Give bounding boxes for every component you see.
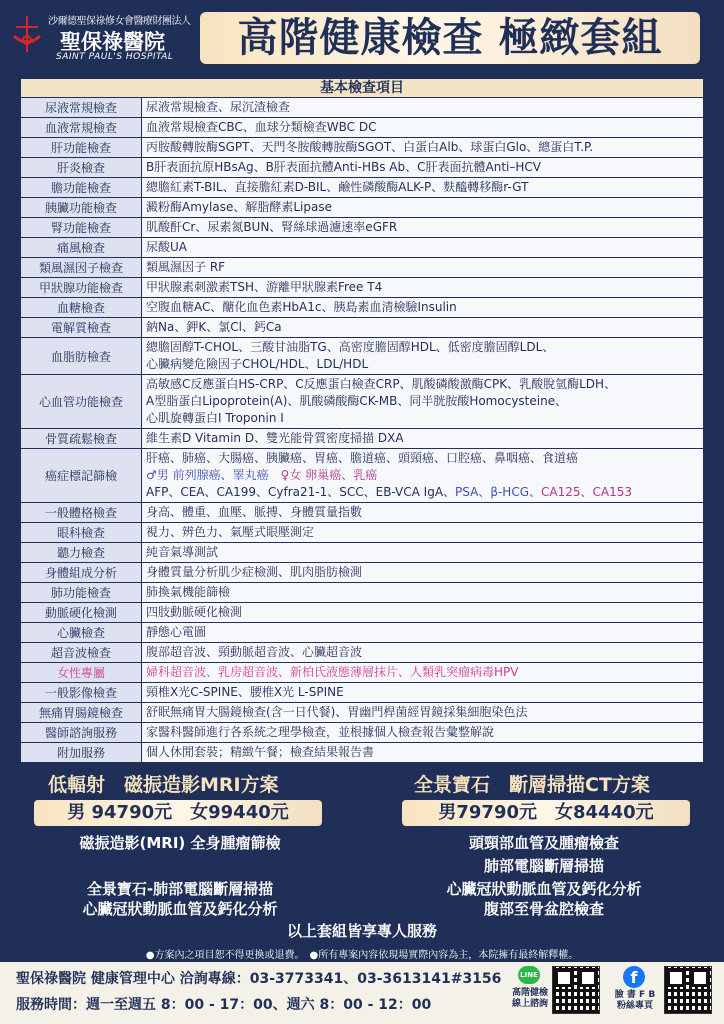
row-item-line: 高敏感C反應蛋白HS-CRP、C反應蛋白檢查CRP、肌酸磷酸激酶CPK、乳酸脫氫酶LDH、 [146,377,617,391]
table-section-title: 基本檢查項目 [20,78,704,98]
row-items [142,623,703,642]
contact-line: 聖保祿醫院 健康管理中心 洽詢專線：03-3773341、03-3613141#3156 [16,971,502,987]
row-item-line: 甲狀腺素刺激素TSH、游離甲狀腺素Free T4 [146,280,383,294]
row-items [142,603,703,622]
logo-foundation-text: 沙爾德聖保祿修女會醫療財團法人 [48,16,191,27]
row-item-line: 靜態心電圖 [146,625,207,639]
row-item-line: 鈉Na、鉀K、氯Cl、鈣Ca [146,320,282,334]
row-category: 癌症標記篩檢 [21,449,142,502]
row-item-line: 尿液常規檢查、尿沉渣檢查 [146,100,291,114]
mri-plan-item: 全景寶石-肺部電腦斷層掃描 [86,880,274,898]
footer [0,962,724,1024]
row-items [142,643,703,662]
row-item-line: 身體質量分析肌少症檢測、肌肉脂肪檢測 [146,565,363,579]
table-row [20,98,704,118]
table-row [20,158,704,178]
row-category: 血脂肪檢查 [21,338,142,374]
row-item-line: 純音氣導測試 [146,545,219,559]
facebook-qr-code[interactable] [664,966,712,1014]
row-item-line: 舒眠無痛胃大腸鏡檢查(含一日代餐)、胃幽門桿菌經胃鏡採集細胞染色法 [146,705,528,719]
row-category: 附加服務 [21,743,142,762]
table-row [20,375,704,429]
tumor-line-3 [146,484,699,501]
row-items [142,429,703,448]
row-category: 尿液常規檢查 [21,98,142,117]
row-item-line: 維生素D Vitamin D、雙光能骨質密度掃描 DXA [146,431,404,445]
row-items [142,118,703,137]
tumor-female: ♀女 卵巢癌、乳癌 [280,468,378,482]
row-item-line: 總膽紅素T-BIL、直接膽紅素D-BIL、鹼性磷酸酶ALK-P、麩醯轉移酶r-GT [146,180,529,194]
header [0,0,724,72]
logo-hospital-name: 聖保祿醫院 [60,29,165,54]
table-row [20,623,704,643]
tumor-line-1: 肝癌、肺癌、大腸癌、胰臟癌、胃癌、膽道癌、頭頸癌、口腔癌、鼻咽癌、食道癌 [146,451,579,465]
row-items [142,683,703,702]
exam-table [20,78,704,762]
row-items [142,449,703,502]
row-category: 血液常規檢查 [21,118,142,137]
logo-english-name: SAINT PAUL'S HOSPITAL [56,52,174,62]
ct-plan-item: 腹部至骨盆腔檢查 [483,900,604,918]
row-category: 痛風檢查 [21,238,142,257]
row-items [142,543,703,562]
row-category: 超音波檢查 [21,643,142,662]
table-row [20,643,704,663]
row-item-line: 肌酸酐Cr、尿素氮BUN、腎絲球過濾速率eGFR [146,220,398,234]
row-item-line: 個人休閒套裝；精緻午餐；檢查結果報告書 [146,745,375,759]
row-item-line: 頸椎X光C-SPINE、腰椎X光 L-SPINE [146,685,344,699]
row-category: 腎功能檢查 [21,218,142,237]
row-item-line: 四肢動脈硬化檢測 [146,605,243,619]
table-rows-group-1 [20,98,704,449]
ct-plan-item: 頭頸部血管及腫瘤檢查 [468,834,619,852]
page-title: 高階健康檢查 極緻套組 [200,12,700,64]
row-category: 醫師諮詢服務 [21,723,142,742]
row-category: 血糖檢查 [21,298,142,317]
row-category: 肝功能檢查 [21,138,142,157]
disclaimer-notes: ●方案內之項目恕不得更換或退費。 ●所有專案內容依現場實際內容為主，本院擁有最終解釋權。 [145,950,579,961]
row-category: 甲狀腺功能檢查 [21,278,142,297]
table-row [20,543,704,563]
row-items [142,158,703,177]
row-item-line: 視力、辨色力、氣壓式眼壓測定 [146,525,315,539]
row-items [142,238,703,257]
tumor-markers-general: AFP、CEA、CA199、Cyfra21-1、SCC、EB-VCA IgA、 [146,485,456,499]
row-category: 心血管功能檢查 [21,375,142,428]
table-row [20,338,704,375]
table-row [20,503,704,523]
table-row [20,723,704,743]
table-row [20,258,704,278]
personal-service-note: 以上套組皆享專人服務 [286,922,437,940]
mri-plan-price: 男 94790元 女99440元 [34,800,322,826]
row-items [142,743,703,762]
table-row [20,523,704,543]
hospital-logo [10,10,191,66]
row-category: 肺功能檢查 [21,583,142,602]
row-item-line: 血液常規檢查CBC、血球分類檢查WBC DC [146,120,377,134]
ct-plan-item: 肺部電腦斷層掃描 [483,857,604,875]
row-items: 婦科超音波、乳房超音波、新柏氏液態薄層抹片、人類乳突瘤病毒HPV [146,665,519,679]
row-items [142,703,703,722]
table-row [20,198,704,218]
fb-fanpage-label: 臉 書 F B 粉絲專頁 [614,990,656,1011]
row-item-line: 家醫科醫師進行各系統之理學檢查，並根據個人檢查報告彙整解說 [146,725,495,739]
row-items [142,278,703,297]
row-item-line: 類風濕因子 RF [146,260,226,274]
row-items [142,503,703,522]
row-item-line: 丙胺酸轉胺酶SGPT、天門冬胺酸轉胺酶SGOT、白蛋白Alb、球蛋白Glo、總蛋白T.P. [146,140,594,154]
table-row [20,298,704,318]
table-row [20,603,704,623]
row-item-line: 空腹血糖AC、醣化血色素HbA1c、胰島素血清檢驗Insulin [146,300,457,314]
table-row [20,583,704,603]
row-items [142,298,703,317]
row-category: 胰臟功能檢查 [21,198,142,217]
cross-emblem-icon [10,14,44,54]
table-row [20,118,704,138]
row-item-line: 澱粉酶Amylase、解脂酵素Lipase [146,200,332,214]
table-row [20,138,704,158]
row-items [142,98,703,117]
table-row [20,703,704,723]
table-row [20,238,704,258]
line-consult-label: 高階健檢 線上諮詢 [511,988,548,1009]
row-items [142,138,703,157]
row-items [142,218,703,237]
table-row [20,743,704,763]
table-rows-group-2 [20,503,704,663]
table-row [20,218,704,238]
row-item-line: 心肌旋轉蛋白I Troponin I [146,411,284,425]
table-row [20,429,704,449]
row-category: 眼科檢查 [21,523,142,542]
mri-plan-title: 低輻射 磁振造影MRI方案 [48,774,279,796]
row-items [142,178,703,197]
row-item-line: A型脂蛋白Lipoprotein(A)、肌酸磷酸酶CK-MB、同半胱胺酸Homocysteine、 [146,394,568,408]
row-category: 女性專屬 [21,663,142,682]
row-items [142,375,703,428]
line-qr-code[interactable] [552,966,600,1014]
row-item-line: 身高、體重、血壓、脈搏、身體質量指數 [146,505,363,519]
row-item-line: 尿酸UA [146,240,187,254]
ct-plan-price: 男79790元 女84440元 [402,800,690,826]
row-items [142,723,703,742]
row-category: 無痛胃腸鏡檢查 [21,703,142,722]
row-category: 電解質檢查 [21,318,142,337]
row-category: 一般體格檢查 [21,503,142,522]
mri-plan-item: 磁振造影(MRI) 全身腫瘤篩檢 [79,834,281,852]
row-item-line: B肝表面抗原HBsAg、B肝表面抗體Anti-HBs Ab、C肝表面抗體Anti–HCV [146,160,541,174]
mri-plan-item: 心臟冠狀動脈血管及鈣化分析 [82,900,278,918]
row-category: 身體組成分析 [21,563,142,582]
row-category: 膽功能檢查 [21,178,142,197]
row-item-line: 總膽固醇T-CHOL、三酸甘油脂TG、高密度膽固醇HDL、低密度膽固醇LDL、 [146,340,555,354]
table-row-tumor [20,449,704,503]
row-category: 骨質疏鬆檢查 [21,429,142,448]
row-category: 動脈硬化檢測 [21,603,142,622]
table-row [20,318,704,338]
tumor-markers-female: CA125、CA153 [541,485,633,499]
line-icon[interactable]: LINE [518,966,540,984]
tumor-male: ♂男 前列腺癌、睪丸癌 [146,468,269,482]
row-items [142,198,703,217]
row-items [142,338,703,374]
table-row [20,278,704,298]
row-items [142,318,703,337]
row-items [142,523,703,542]
row-item-line: 心臟病變危險因子CHOL/HDL、LDL/HDL [146,357,369,371]
tumor-line-2 [146,467,699,484]
row-category: 一般影像檢查 [21,683,142,702]
row-items [142,583,703,602]
row-item-line: 肺換氣機能篩檢 [146,585,231,599]
service-hours: 服務時間：週一至週五 8：00 - 17：00、週六 8：00 - 12：00 [16,997,432,1013]
table-row-female [20,663,704,683]
table-row [20,683,704,703]
tumor-markers-male: PSA、β-HCG、 [455,485,542,499]
table-rows-group-3 [20,683,704,763]
ct-plan-item: 心臟冠狀動脈血管及鈣化分析 [446,880,642,898]
table-row [20,563,704,583]
row-category: 聽力檢查 [21,543,142,562]
table-row [20,178,704,198]
row-category: 肝炎檢查 [21,158,142,177]
row-items [142,258,703,277]
row-items [142,563,703,582]
ct-plan-title: 全景寶石 斷層掃描CT方案 [414,774,650,796]
row-category: 心臟檢查 [21,623,142,642]
facebook-icon[interactable]: f [623,966,645,988]
row-item-line: 腹部超音波、頸動脈超音波、心臟超音波 [146,645,363,659]
row-category: 類風濕因子檢查 [21,258,142,277]
